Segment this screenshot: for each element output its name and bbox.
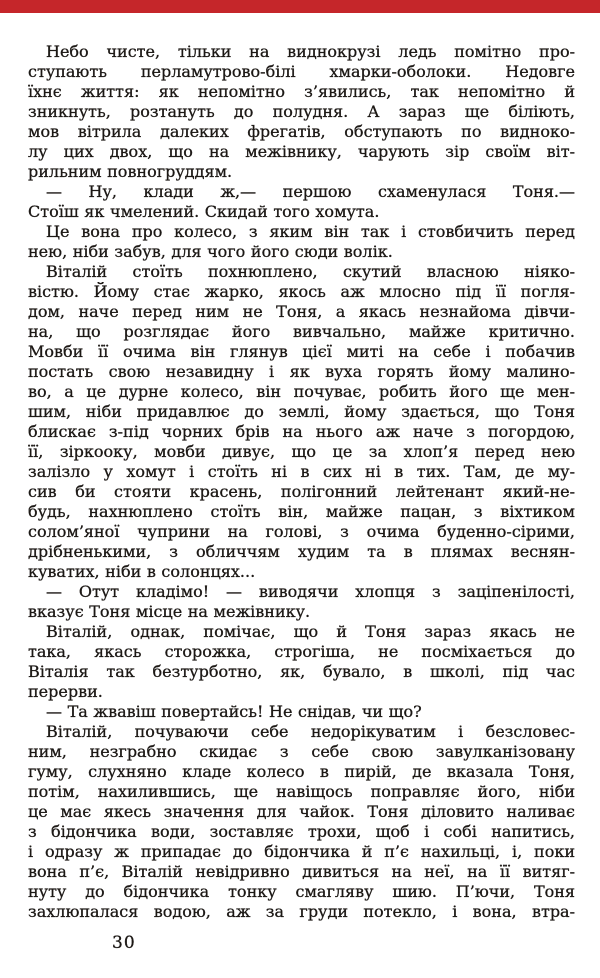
text-line: її, зіркооку, мовби дивує, що це за хлоп’я перед нею [28, 442, 575, 461]
text-line: залізло у хомут і стоїть ні в сих ні в тих. Там, де му- [28, 462, 575, 481]
page-text [28, 42, 575, 922]
text-line: сив би стояти красень, полігонний лейтенант який-не- [28, 482, 575, 501]
text-line: будь, нахнюплено стоїть він, майже пацан, з віхтиком [28, 502, 575, 521]
text-line: вона п’є, Віталій невідривно дивиться на неї, на її витяг- [28, 862, 575, 881]
text-line: це має якесь значення для чайок. Тоня діловито наливає [28, 802, 575, 821]
text-line: зникнуть, розтануть до полудня. А зараз ще біліють, [28, 102, 575, 121]
top-red-bar [0, 0, 600, 13]
text-line: блискає з-під чорних брів на нього аж наче з погордою, [28, 422, 575, 441]
text-line: — Ну, клади ж,— першою схаменулася Тоня.— [46, 182, 575, 201]
text-line: дрібненькими, з обличчям худим та в плямах веснян- [28, 542, 575, 561]
text-line: Віталій стоїть похнюплено, скутий власною ніяко- [46, 262, 575, 281]
text-line: перерви. [28, 682, 103, 701]
text-line: лу цих двох, що на межівнику, чарують зір своїм віт- [28, 142, 575, 161]
text-line: во, а це дурне колесо, він почуває, робить його ще мен- [28, 382, 575, 401]
text-line: Віталій, однак, помічає, що й Тоня зараз якась не [46, 622, 575, 641]
text-line: дом, наче перед ним не Тоня, а якась незнайома дівчи- [28, 302, 575, 321]
text-line: нею, ніби забув, для чого його сюди волік. [28, 242, 393, 261]
text-line: вістю. Йому стає жарко, якось аж млосно під її погля- [28, 282, 575, 301]
text-line: Це вона про колесо, з яким він так і стовбичить перед [46, 222, 575, 241]
text-line: Віталій, почуваючи себе недорікуватим і безсловес- [46, 722, 575, 741]
text-line: ступають перламутрово-білі хмарки-оболоки. Недовге [28, 62, 575, 81]
text-line: солом’яної чуприни на голові, з очима буденно-сірими, [28, 522, 575, 541]
text-line: — Отут кладімо! — виводячи хлопця з заціпенілості, [46, 582, 575, 601]
text-line: ним, незграбно скидає з себе свою завулканізовану [28, 742, 575, 761]
text-line: вказує Тоня місце на межівнику. [28, 602, 311, 621]
text-line: на, що розглядає його вивчально, майже критично. [28, 322, 575, 341]
page-number: 30 [112, 933, 136, 953]
text-line: з бідончика води, зоставляє трохи, щоб і собі напитись, [28, 822, 575, 841]
text-line: і одразу ж припадає до бідончика й п’є нахильці, і, поки [28, 842, 575, 861]
text-line: нуту до бідончика тонку смагляву шию. П’ючи, Тоня [28, 882, 575, 901]
text-line: така, якась сторожка, строгіша, не посміхається до [28, 642, 575, 661]
text-line: мов вітрила далеких фрегатів, обступають по видноко- [28, 122, 575, 141]
text-line: Стоїш як чмелений. Скидай того хомута. [28, 202, 380, 221]
text-line: гуму, слухняно кладе колесо в пирій, де вказала Тоня, [28, 762, 575, 781]
text-line: Небо чисте, тільки на виднокрузі ледь помітно про- [46, 42, 575, 61]
text-line: їхнє життя: як непомітно з’явились, так непомітно й [28, 82, 575, 101]
text-line: Мовби її очима він глянув цієї миті на себе і побачив [28, 342, 575, 361]
text-line: — Та жвавіш повертайсь! Не снідав, чи що? [46, 702, 422, 721]
text-line: шим, ніби придавлює до землі, йому здається, що Тоня [28, 402, 575, 421]
text-line: постать свою незавидну і як вуха горять йому малино- [28, 362, 575, 381]
text-line: потім, нахилившись, ще навіщось поправляє його, ніби [28, 782, 575, 801]
text-line: рильним повногруддям. [28, 162, 233, 181]
text-line: захлюпалася водою, аж за груди потекло, і вона, втра- [28, 902, 575, 921]
text-line: куватих, ніби в солонцях... [28, 562, 256, 581]
text-line: Віталія так безтурботно, як, бувало, в школі, під час [28, 662, 575, 681]
